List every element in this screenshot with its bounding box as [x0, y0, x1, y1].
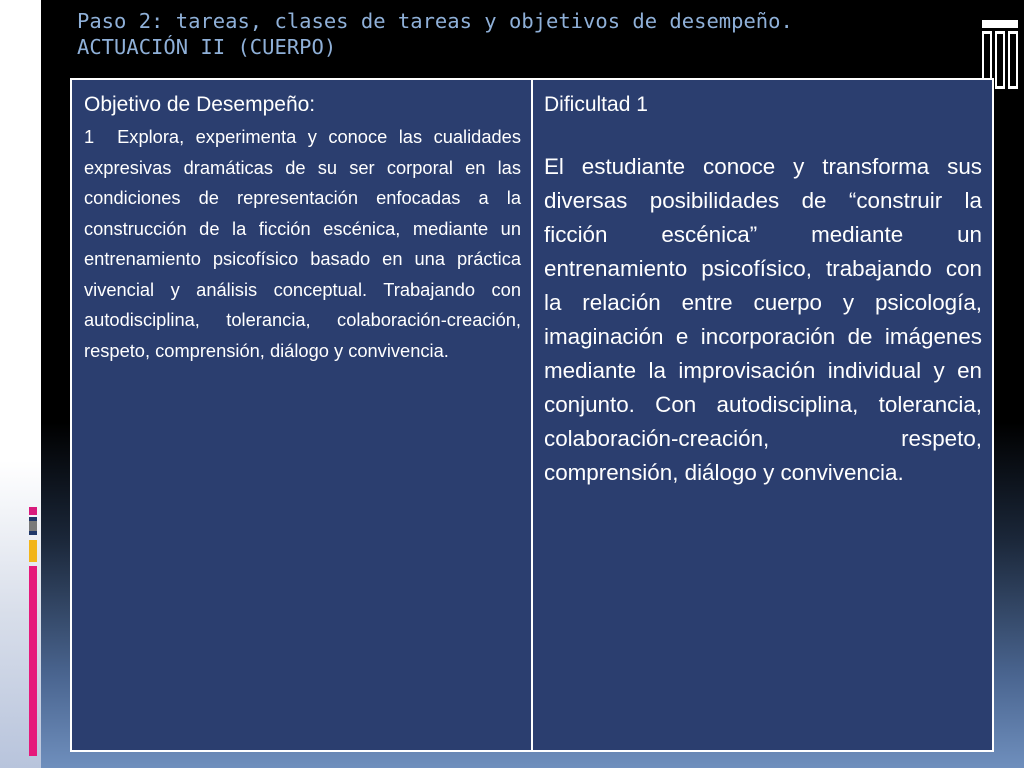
slide-title	[77, 8, 1017, 60]
objective-heading: Objetivo de Desempeño:	[84, 93, 316, 116]
difficulty-body: El estudiante conoce y transforma sus diversas posibilidades de “construir la ficción escénica” mediante un entrenamiento psicofísico, trabajando con la relación entre cuerpo y psicología, imaginación e incorporación de imágenes mediante la improvisación individual y en conjunto. Con autodisciplina, tolerancia, colaboración-creación, respeto, comprensión, diálogo y convivencia.	[544, 154, 982, 485]
accent-bar-yellow	[29, 540, 37, 562]
accent-bar-pink	[29, 566, 37, 756]
table-cell-objective	[72, 80, 533, 750]
objective-body	[84, 122, 521, 366]
difficulty-heading: Dificultad 1	[544, 93, 648, 116]
accent-bar-pink-top	[29, 507, 37, 515]
performance-table	[70, 78, 994, 752]
objective-number: 1	[84, 126, 95, 147]
objective-text: Explora, experimenta y conoce las cualidades expresivas dramáticas de su ser corporal en las condiciones de representación enfocadas a la construcción de la ficción escénica, mediante un entrenamiento psicofísico basado en una práctica vivencial y análisis conceptual. Trabajando con autodisciplina, tolerancia, colaboración-creación, respeto, comprensión, diálogo y convivencia.	[84, 126, 521, 361]
slide-title-line2: ACTUACIÓN II (CUERPO)	[77, 35, 337, 59]
table-cell-difficulty	[533, 80, 992, 750]
accent-bar-grey	[29, 521, 37, 531]
slide-title-line1: Paso 2: tareas, clases de tareas y objetivos de desempeño.	[77, 9, 793, 33]
